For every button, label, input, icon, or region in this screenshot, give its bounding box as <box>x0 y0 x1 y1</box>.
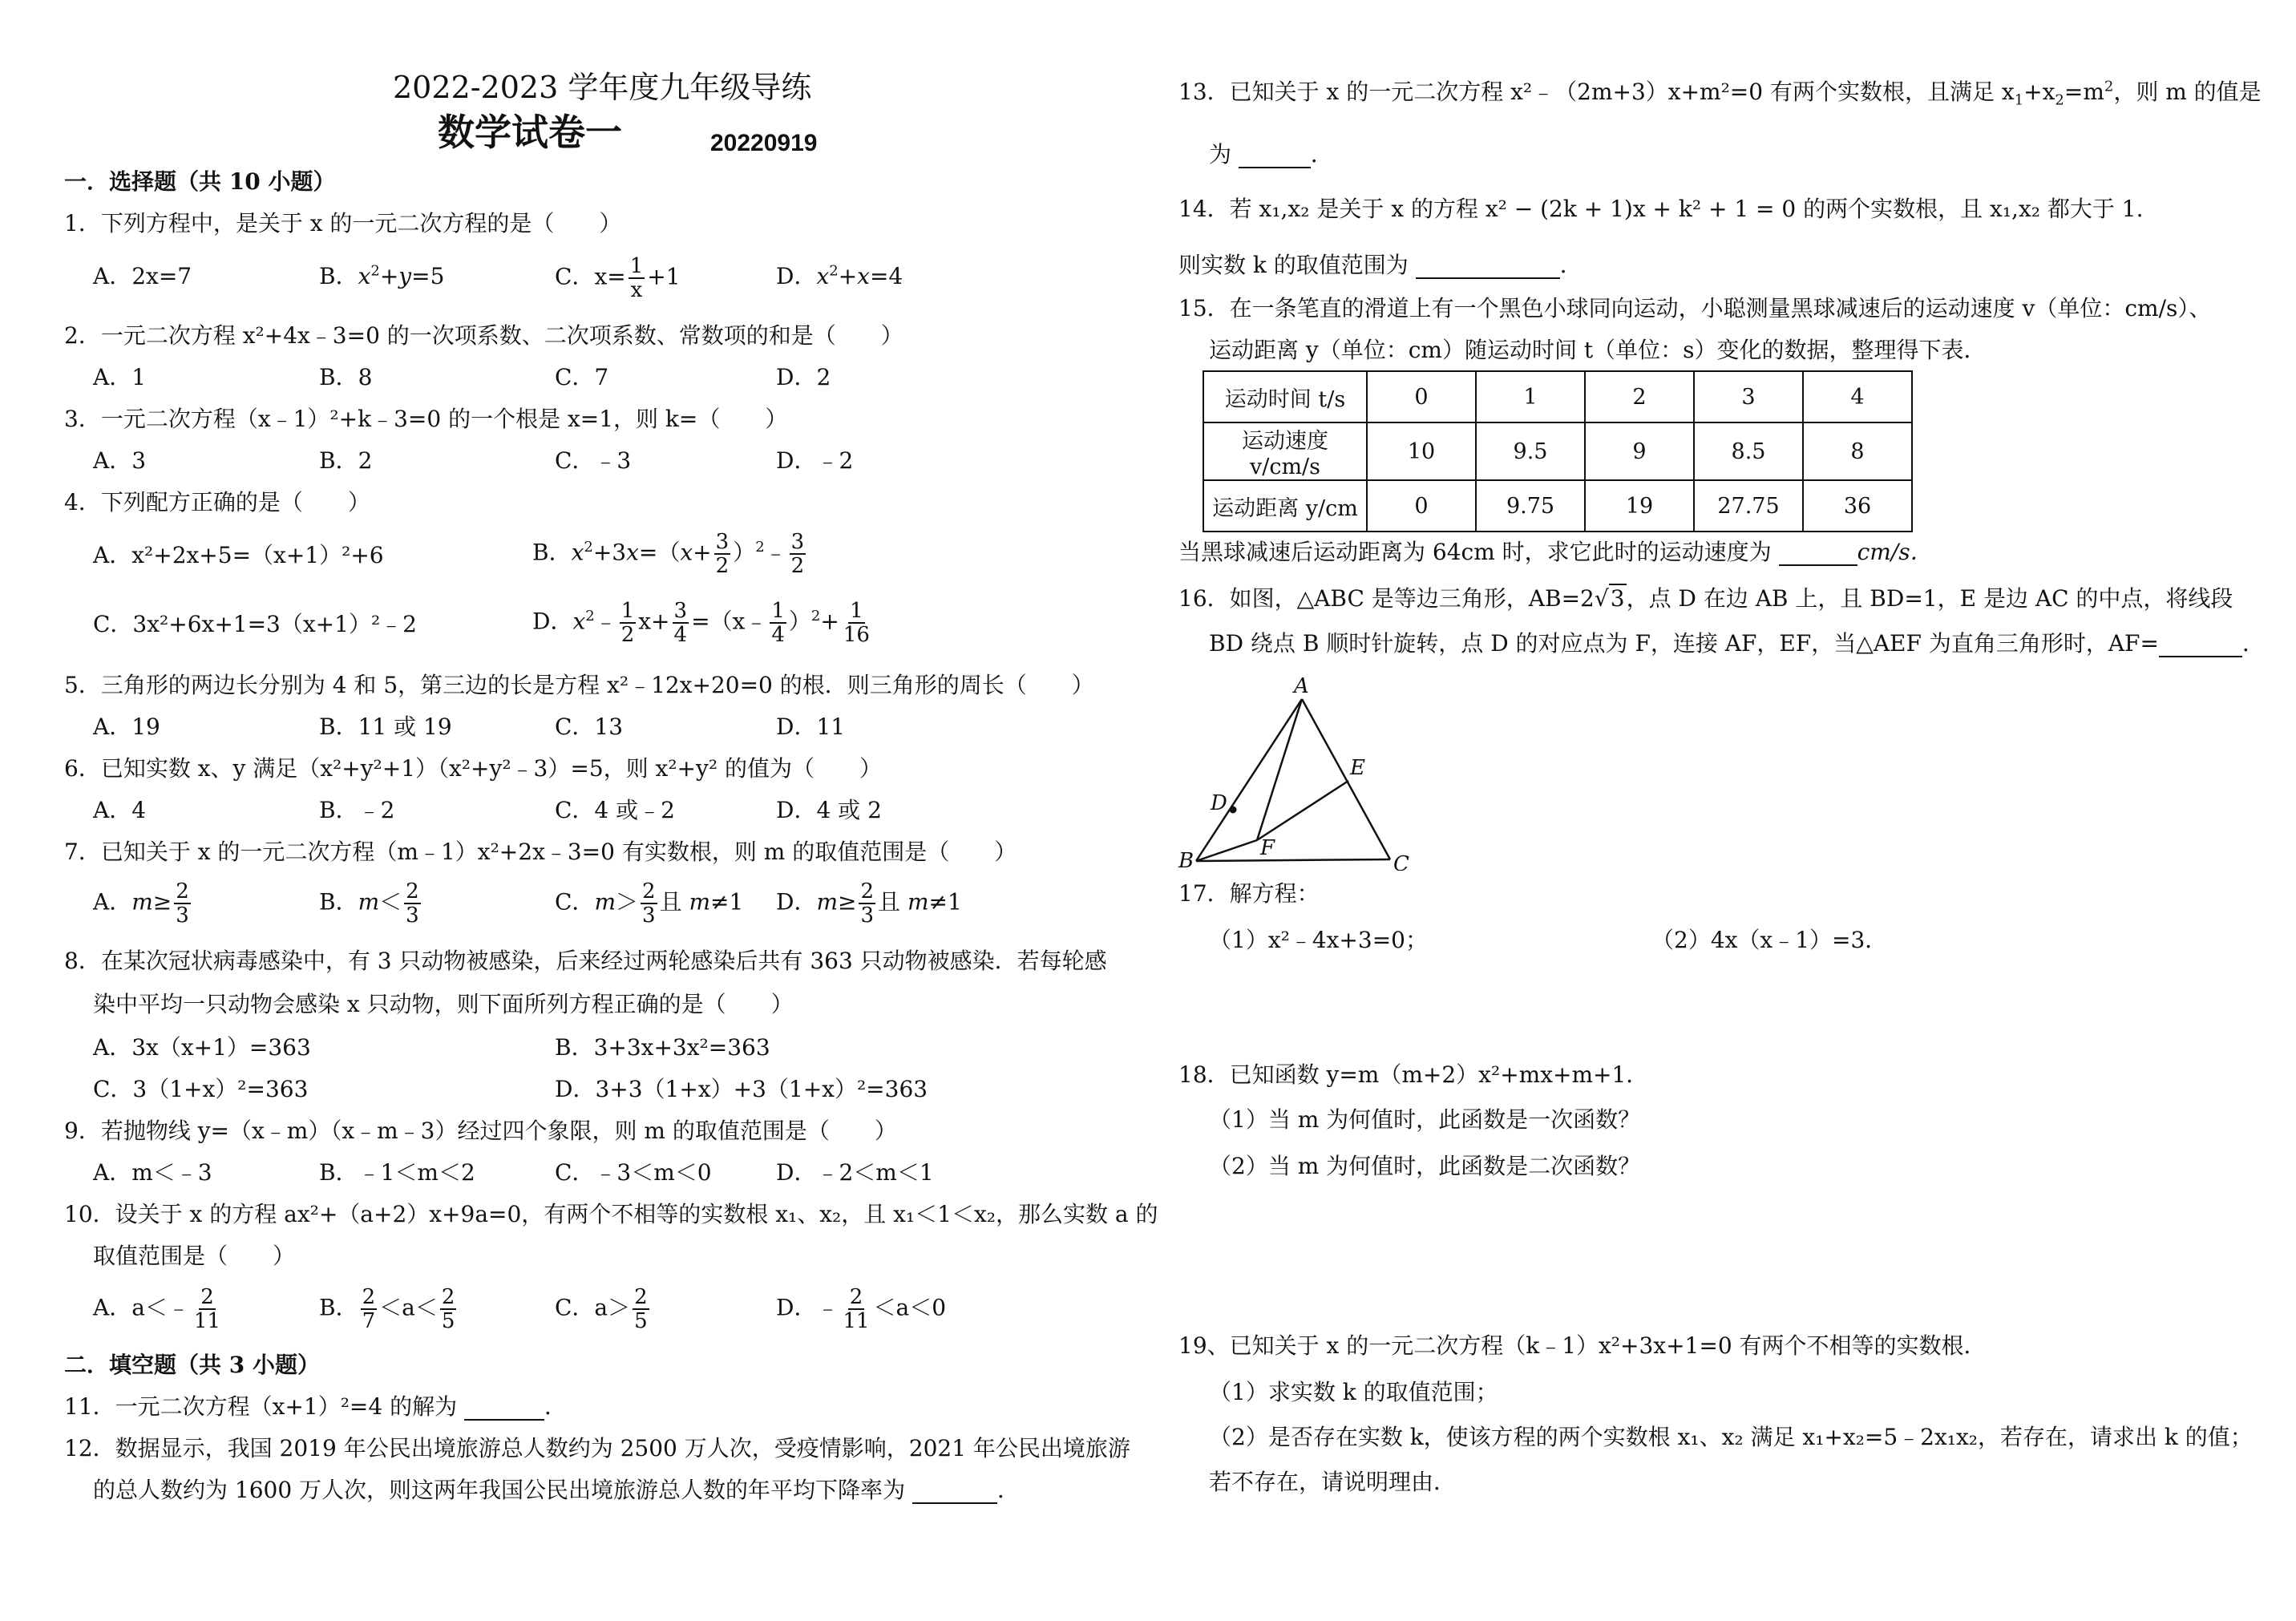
q9-option-b: B．﹣1＜m＜2 <box>319 1159 475 1186</box>
answer-blank[interactable] <box>1416 257 1560 279</box>
section-fill-heading: 二．填空题（共 3 小题） <box>64 1352 320 1378</box>
q6-option-b: B．﹣2 <box>319 797 395 823</box>
table-cell: 9.5 <box>1476 422 1585 480</box>
q8-option-a: A．3x（x+1）=363 <box>93 1034 311 1061</box>
q18-part1: （1）当 m 为何值时，此函数是一次函数？ <box>1209 1106 1641 1133</box>
q3-option-c: C．﹣3 <box>555 447 632 474</box>
q10-stem-line2: 取值范围是（ ） <box>93 1243 296 1269</box>
segment-bf <box>1196 840 1257 861</box>
q5-option-a: A．19 <box>93 713 160 740</box>
label-e: E <box>1350 756 1365 780</box>
q3-option-d: D．﹣2 <box>776 447 854 474</box>
q2-option-d: D．2 <box>776 364 831 390</box>
q8-option-b: B．3+3x+3x²=363 <box>555 1034 770 1061</box>
label-c: C <box>1393 852 1409 871</box>
q19-part1: （1）求实数 k 的取值范围； <box>1209 1379 1498 1405</box>
q16-stem-line1: 16．如图，△ABC 是等边三角形，AB=2√3，点 D 在边 AB 上，且 BD=1，E 是边 AC 的中点，将线段 <box>1178 585 2233 612</box>
q10-option-c: C．a＞ $\frac{2}{5}$ <box>555 1285 648 1333</box>
table-cell: 2 <box>1585 371 1694 422</box>
q5-option-d: D．11 <box>776 713 846 740</box>
side-bc <box>1196 859 1390 861</box>
table-cell: 9 <box>1585 422 1694 480</box>
q19-part2-line1: （2）是否存在实数 k，使该方程的两个实数根 x₁、x₂ 满足 x₁+x₂=5﹣2x₁x₂，若存在，请求出 k 的值； <box>1209 1424 2253 1450</box>
q3-option-a: A．3 <box>93 447 147 474</box>
q13-stem-line1: 13．已知关于 x 的一元二次方程 x²﹣（2m+3）x+m²=0 有两个实数根，且满足 $x_1+x_2=m^2$，则 m 的值是 <box>1178 78 2262 109</box>
q10-option-a: A．a＜﹣ $\frac{2}{11}$ <box>93 1285 221 1333</box>
q1-option-b: B．$x^2+y=5$ <box>319 262 445 289</box>
table-row <box>1203 480 1912 532</box>
q9-option-d: D．﹣2＜m＜1 <box>776 1159 934 1186</box>
q5-option-c: C．13 <box>555 713 624 740</box>
q1-option-c: C．x= $\frac{1}{x}$ +1 <box>555 254 681 302</box>
q4-option-d: D．$x^2﹣$ $\frac{1}{2}$ x+ $\frac{3}{4}$ =（x﹣ $\frac{1}{4}$ ）$^2$+ $\frac{1}{16}$ <box>532 599 870 647</box>
q8-option-c: C．3（1+x）²=363 <box>93 1076 309 1102</box>
q9-option-a: A．m＜﹣3 <box>93 1159 212 1186</box>
segment-ef <box>1257 781 1348 840</box>
q4-option-a: A．x²+2x+5=（x+1）²+6 <box>93 542 384 568</box>
table-cell: 9.75 <box>1476 480 1585 532</box>
q2-option-b: B．8 <box>319 364 373 390</box>
answer-blank[interactable] <box>2159 635 2242 657</box>
q1-option-a: A．2x=7 <box>93 263 192 289</box>
table-row <box>1203 422 1912 480</box>
q15-data-table <box>1203 370 1913 532</box>
q7-option-c: C．m＞ $\frac{2}{3}$ 且 m≠1 <box>555 879 744 928</box>
q18-part2: （2）当 m 为何值时，此函数是二次函数？ <box>1209 1153 1641 1179</box>
table-cell: 36 <box>1803 480 1912 532</box>
section-choice-heading: 一．选择题（共 10 小题） <box>64 168 336 195</box>
q11-stem: 11．一元二次方程（x+1）²=4 的解为 ． <box>64 1393 568 1420</box>
answer-blank[interactable] <box>1779 544 1857 566</box>
q16-triangle-figure <box>1174 670 1414 871</box>
q14-stem-line1: 14．若 x₁,x₂ 是关于 x 的方程 x² − (2k + 1)x + k² + 1 = 0 的两个实数根，且 x₁,x₂ 都大于 1. <box>1178 196 2144 222</box>
q7-stem: 7．已知关于 x 的一元二次方程（m﹣1）x²+2x﹣3=0 有实数根，则 m 的取值范围是（ ） <box>64 839 1017 865</box>
q9-stem: 9．若抛物线 y=（x﹣m）（x﹣m﹣3）经过四个象限，则 m 的取值范围是（ ） <box>64 1118 897 1144</box>
q3-stem: 3．一元二次方程（x﹣1）²+k﹣3=0 的一个根是 x=1，则 k=（ ） <box>64 406 788 432</box>
q1-stem: 1．下列方程中，是关于 x 的一元二次方程的是（ ） <box>64 210 622 236</box>
q4-option-b: B．$x^2+3x=(x+$ $\frac{3}{2}$ ）$^2$﹣ $\frac{3}{2}$ <box>532 530 805 578</box>
table-cell: 3 <box>1694 371 1803 422</box>
table-cell: 运动距离 y/cm <box>1203 480 1367 532</box>
q8-option-d: D．3+3（1+x）+3（1+x）²=363 <box>555 1076 928 1102</box>
q17-stem: 17．解方程： <box>1178 880 1320 907</box>
answer-blank[interactable] <box>464 1398 544 1421</box>
table-cell: 运动速度 v/cm/s <box>1203 422 1367 480</box>
q3-option-b: B．2 <box>319 447 373 474</box>
q6-option-d: D．4 或 2 <box>776 797 882 823</box>
q12-stem-line2: 的总人数约为 1600 万人次，则这两年我国公民出境旅游总人数的年平均下降率为 ． <box>93 1477 1020 1503</box>
answer-blank[interactable] <box>1239 146 1311 168</box>
table-cell: 27.75 <box>1694 480 1803 532</box>
label-a: A <box>1294 674 1309 698</box>
table-cell: 运动时间 t/s <box>1203 371 1367 422</box>
fraction: $\frac{1}{x}$ <box>629 254 644 302</box>
q4-stem: 4．下列配方正确的是（ ） <box>64 489 370 515</box>
q19-stem: 19、已知关于 x 的一元二次方程（k﹣1）x²+3x+1=0 有两个不相等的实数根． <box>1178 1332 1987 1359</box>
q10-option-b: B． $\frac{2}{7}$ ＜a＜ $\frac{2}{5}$ <box>319 1285 455 1333</box>
q10-option-d: D．﹣ $\frac{2}{11}$ ＜a＜0 <box>776 1285 947 1333</box>
q9-option-c: C．﹣3＜m＜0 <box>555 1159 712 1186</box>
point-d <box>1230 806 1237 814</box>
q2-option-a: A．1 <box>93 364 147 390</box>
label-f: F <box>1260 836 1275 860</box>
q2-stem: 2．一元二次方程 x²+4x﹣3=0 的一次项系数、二次项系数、常数项的和是（ ） <box>64 322 903 349</box>
q10-stem-line1: 10．设关于 x 的方程 ax²+（a+2）x+9a=0，有两个不相等的实数根 x₁、x₂，且 x₁＜1＜x₂，那么实数 a 的 <box>64 1201 1158 1227</box>
q5-stem: 5．三角形的两边长分别为 4 和 5，第三边的长是方程 x²﹣12x+20=0 的根．则三角形的周长（ ） <box>64 672 1094 698</box>
exam-title: 2022-2023 学年度九年级导练 <box>393 70 812 105</box>
q6-option-a: A．4 <box>93 797 147 823</box>
q15-stem-line1: 15．在一条笔直的滑道上有一个黑色小球同向运动，小聪测量黑球减速后的运动速度 v（单位：cm/s）、 <box>1178 295 2212 321</box>
q8-stem-line2: 染中平均一只动物会感染 x 只动物，则下面所列方程正确的是（ ） <box>93 991 794 1017</box>
table-cell: 0 <box>1367 371 1476 422</box>
table-cell: 19 <box>1585 480 1694 532</box>
q7-option-a: A．m≥ $\frac{2}{3}$ <box>93 879 189 928</box>
table-cell: 4 <box>1803 371 1912 422</box>
q7-option-d: D．m≥ $\frac{2}{3}$ 且 m≠1 <box>776 879 962 928</box>
q5-option-b: B．11 或 19 <box>319 713 452 740</box>
table-cell: 8.5 <box>1694 422 1803 480</box>
exam-date-code: 20220919 <box>710 130 818 156</box>
q1-option-d: D．$x^2+x=4$ <box>776 262 903 289</box>
q7-option-b: B．m＜ $\frac{2}{3}$ <box>319 879 419 928</box>
table-row <box>1203 371 1912 422</box>
label-d: D <box>1211 791 1227 815</box>
q12-stem-line1: 12．数据显示，我国 2019 年公民出境旅游总人数约为 2500 万人次，受疫情影响，2021 年公民出境旅游 <box>64 1435 1130 1461</box>
table-cell: 0 <box>1367 480 1476 532</box>
q15-stem-line2: 运动距离 y（单位：cm）随运动时间 t（单位：s）变化的数据，整理得下表． <box>1209 337 1987 363</box>
q2-option-c: C．7 <box>555 364 609 390</box>
q17-part1: （1）x²﹣4x+3=0； <box>1209 927 1428 953</box>
label-b: B <box>1178 849 1194 871</box>
table-cell: 8 <box>1803 422 1912 480</box>
side-ac <box>1302 699 1390 859</box>
table-cell: 1 <box>1476 371 1585 422</box>
q15-question: 当黑球减速后运动距离为 64cm 时，求它此时的运动速度为 cm/s． <box>1178 539 1933 565</box>
q14-stem-line2: 则实数 k 的取值范围为 ． <box>1178 252 1583 278</box>
q8-stem-line1: 8．在某次冠状病毒感染中，有 3 只动物被感染，后来经过两轮感染后共有 363 只动物被感染．若每轮感 <box>64 948 1107 974</box>
q18-stem: 18．已知函数 y=m（m+2）x²+mx+m+1． <box>1178 1061 1649 1088</box>
q17-part2: （2）4x（x﹣1）=3． <box>1651 927 1888 953</box>
q19-part2-line2: 若不存在，请说明理由． <box>1209 1469 1457 1495</box>
q6-stem: 6．已知实数 x、y 满足（x²+y²+1）（x²+y²﹣3）=5，则 x²+y² 的值为（ ） <box>64 755 882 782</box>
side-ab <box>1196 699 1302 861</box>
answer-blank[interactable] <box>912 1482 997 1504</box>
q13-stem-line2: 为 ． <box>1209 141 1333 168</box>
segment-af <box>1257 699 1302 840</box>
q4-option-c: C．3x²+6x+1=3（x+1）²﹣2 <box>93 611 417 637</box>
q16-stem-line2: BD 绕点 B 顺时针旋转，点 D 的对应点为 F，连接 AF，EF，当△AEF 为直角三角形时，AF= ． <box>1209 630 2265 657</box>
exam-subtitle: 数学试卷一 <box>438 111 622 154</box>
q6-option-c: C．4 或﹣2 <box>555 797 675 823</box>
table-cell: 10 <box>1367 422 1476 480</box>
